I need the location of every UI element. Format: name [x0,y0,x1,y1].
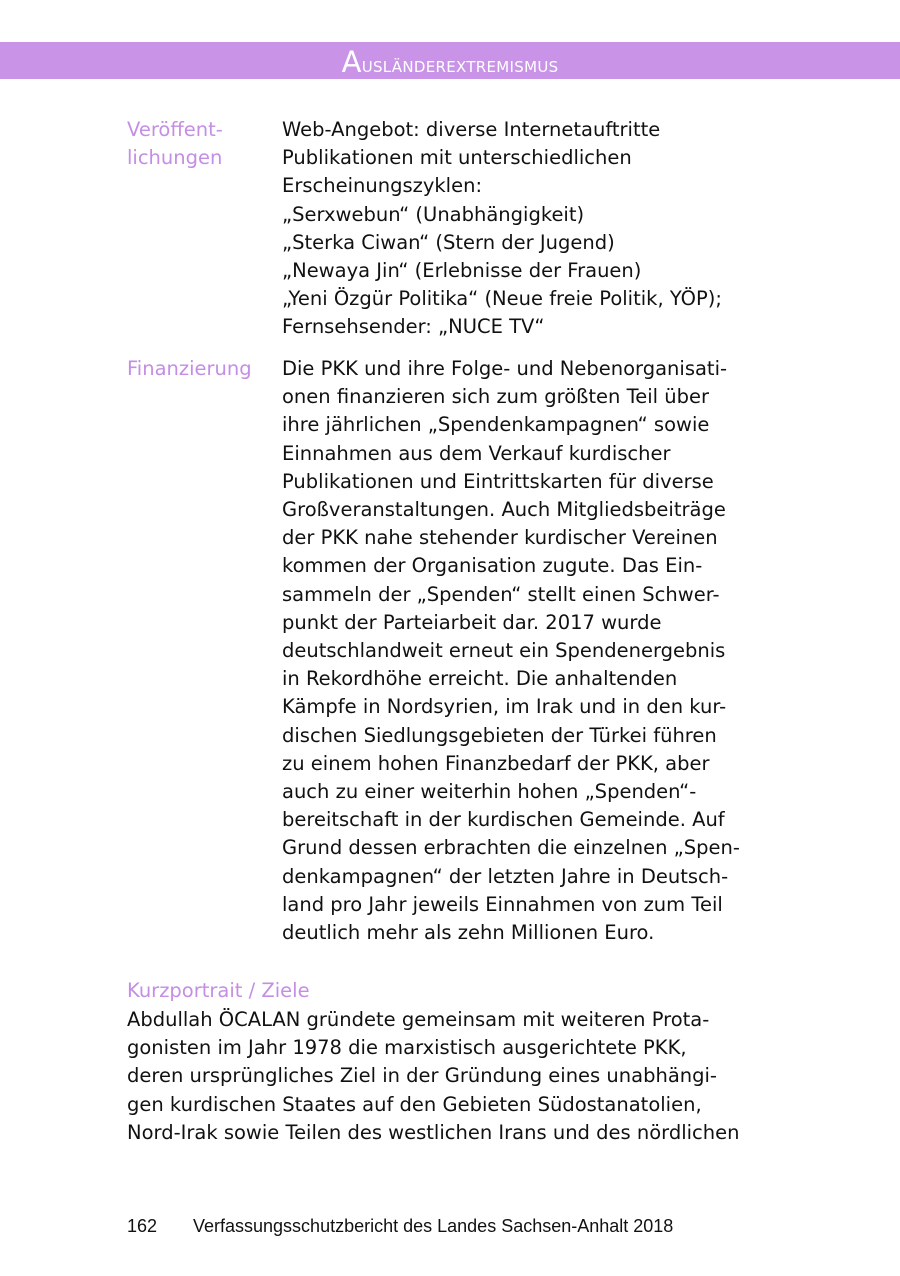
text-line: Grund dessen erbrachten die einzelnen „Spen- [282,836,740,860]
text-line: dischen Siedlungsgebieten der Türkei führen [282,723,717,747]
financing-label: Finanzierung [127,357,252,380]
text-line: „Sterka Ciwan“ (Stern der Jugend) [282,230,615,254]
page-number: 162 [127,1216,158,1236]
text-line: Großveranstaltungen. Auch Mitgliedsbeiträge [282,498,726,522]
text-line: onen finanzieren sich zum größten Teil über [282,385,709,409]
financing-content [282,355,752,947]
text-line: deutschlandweit erneut ein Spendenergebnis [282,639,726,663]
text-line: in Rekordhöhe erreicht. Die anhaltenden [282,667,678,691]
text-line: Publikationen und Eintrittskarten für diverse [282,469,714,493]
text-line: deutlich mehr als zehn Millionen Euro. [282,921,655,945]
text-line: zu einem hohen Finanzbedarf der PKK, aber [282,751,710,775]
text-line: „Serxwebun“ (Unabhängigkeit) [282,202,585,226]
page-title [0,42,900,79]
portrait-paragraph [127,1006,777,1147]
text-line: Einnahmen aus dem Verkauf kurdischer [282,441,671,465]
text-line: Kämpfe in Nordsyrien, im Irak und in den kur- [282,695,727,719]
publications-content [282,116,752,342]
text-line: gonisten im Jahr 1978 die marxistisch ausgerichtete PKK, [127,1036,687,1060]
text-line: „Newaya Jin“ (Erlebnisse der Frauen) [282,259,642,283]
page-footer [127,1215,673,1237]
text-line: bereitschaft in der kurdischen Gemeinde. Auf [282,808,725,832]
text-line: auch zu einer weiterhin hohen „Spenden“- [282,780,697,804]
text-line: Publikationen mit unterschiedlichen [282,146,632,170]
publication-name: Verfassungsschutzbericht des Landes Sachsen-Anhalt 2018 [193,1216,674,1236]
text-line: punkt der Parteiarbeit dar. 2017 wurde [282,610,662,634]
text-line: „Yeni Özgür Politika“ (Neue freie Politik, YÖP); [282,287,722,311]
text-line: denkampagnen“ der letzten Jahre in Deutsch- [282,864,729,888]
text-line: Die PKK und ihre Folge- und Nebenorganisati- [282,357,728,380]
portrait-heading: Kurzportrait / Ziele [127,979,310,1002]
text-line: Web-Angebot: diverse Internetauftritte [282,118,661,141]
page-title-rest: usländerextremismus [361,53,559,78]
text-line: sammeln der „Spenden“ stellt einen Schwer- [282,582,720,606]
text-line: Abdullah ÖCALAN gründete gemeinsam mit weiteren Prota- [127,1008,710,1031]
text-line: land pro Jahr jeweils Einnahmen von zum Teil [282,892,723,916]
text-line: der PKK nahe stehender kurdischer Vereinen [282,526,718,550]
text-line: deren ursprüngliches Ziel in der Gründung eines unabhängi- [127,1064,717,1088]
text-line: gen kurdischen Staates auf den Gebieten Südostanatolien, [127,1092,702,1116]
text-line: Nord-Irak sowie Teilen des westlichen Irans und des nördlichen [127,1120,740,1144]
text-line: Erscheinungszyklen: [282,174,483,198]
page-title-initial: A [341,45,362,79]
publications-label: Veröffent- lichungen [127,118,223,170]
text-line: ihre jährlichen „Spendenkampagnen“ sowie [282,413,710,437]
text-line: Fernsehsender: „NUCE TV“ [282,315,545,339]
text-line: kommen der Organisation zugute. Das Ein- [282,554,703,578]
header-band [0,42,900,79]
